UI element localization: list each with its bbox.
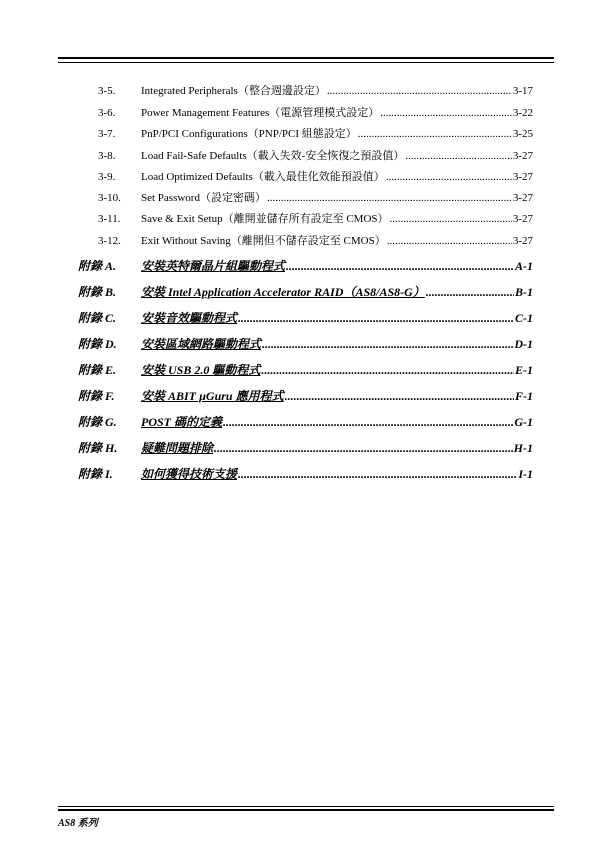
toc-entry-page: 3-17 xyxy=(512,85,533,97)
appendix-page: H-1 xyxy=(513,441,533,455)
appendix-title: 安裝音效驅動程式 xyxy=(141,311,238,325)
toc-entry-page: 3-22 xyxy=(512,107,533,119)
toc-entry-title: Load Optimized Defaults（載入最佳化效能預設值） xyxy=(141,171,385,183)
appendix-page: I-1 xyxy=(518,467,533,481)
dot-leader xyxy=(358,127,512,141)
dot-leader xyxy=(390,212,512,226)
dot-leader xyxy=(262,337,513,352)
toc-entry-title: Load Fail-Safe Defaults（載入失效-安全恢復之預設值） xyxy=(141,150,405,162)
toc-entry-number: 3-12. xyxy=(98,235,121,247)
appendix-number: 附錄 H. xyxy=(78,441,118,455)
dot-leader xyxy=(214,441,513,456)
toc-entry-number: 3-5. xyxy=(98,85,116,97)
footer-model-label: AS8 系列 xyxy=(58,818,98,829)
appendix-page: A-1 xyxy=(515,259,533,273)
toc-entry-page: 3-27 xyxy=(512,171,533,183)
appendix-number: 附錄 C. xyxy=(78,311,117,325)
toc-entry-page: 3-27 xyxy=(512,192,533,204)
dot-leader xyxy=(267,191,512,205)
toc-entry-page: 3-25 xyxy=(512,128,533,140)
dot-leader xyxy=(238,467,517,482)
toc-entry-title: Integrated Peripherals（整合週邊設定） xyxy=(141,85,326,97)
toc-entry-number: 3-6. xyxy=(98,107,116,119)
appendix-number: 附錄 B. xyxy=(78,285,117,299)
toc-entry-page: 3-27 xyxy=(512,150,533,162)
appendix-page: D-1 xyxy=(514,337,533,351)
dot-leader xyxy=(426,285,514,300)
dot-leader xyxy=(387,234,512,248)
dot-leader xyxy=(405,149,511,163)
appendix-page: G-1 xyxy=(514,415,533,429)
toc-entry-title: PnP/PCI Configurations（PNP/PCI 組態設定） xyxy=(141,128,357,140)
appendix-title: 安裝 ABIT µGuru 應用程式 xyxy=(141,389,284,403)
dot-leader xyxy=(286,259,514,274)
dot-leader xyxy=(261,363,514,378)
toc-entry-title: Save & Exit Setup（離開並儲存所有設定至 CMOS） xyxy=(141,213,389,225)
appendix-page: F-1 xyxy=(515,389,533,403)
appendix-title: 安裝 USB 2.0 驅動程式 xyxy=(141,363,261,377)
appendix-number: 附錄 G. xyxy=(78,415,117,429)
toc-entry-number: 3-9. xyxy=(98,171,116,183)
toc-entry-page: 3-27 xyxy=(512,213,533,225)
footer-rule-thick xyxy=(58,809,554,811)
dot-leader xyxy=(285,389,514,404)
appendix-title: POST 碼的定義 xyxy=(141,415,223,429)
header-rule xyxy=(58,57,554,59)
header-rule-thin xyxy=(58,62,554,63)
dot-leader xyxy=(386,170,512,184)
toc-entry-number: 3-11. xyxy=(98,213,121,225)
toc-entry-title: Exit Without Saving（離開但不儲存設定至 CMOS） xyxy=(141,235,386,247)
dot-leader xyxy=(327,84,512,98)
appendix-page: B-1 xyxy=(515,285,533,299)
toc-entry-number: 3-7. xyxy=(98,128,116,140)
toc-entry-title: Power Management Features（電源管理模式設定） xyxy=(141,107,380,119)
appendix-number: 附錄 A. xyxy=(78,259,117,273)
toc-entry-number: 3-8. xyxy=(98,150,116,162)
appendix-number: 附錄 E. xyxy=(78,363,117,377)
appendix-number: 附錄 I. xyxy=(78,467,113,481)
appendix-number: 附錄 F. xyxy=(78,389,115,403)
footer-rule xyxy=(58,806,554,807)
appendix-title: 安裝區域網路驅動程式 xyxy=(141,337,262,351)
dot-leader xyxy=(223,415,513,430)
appendix-number: 附錄 D. xyxy=(78,337,117,351)
appendix-title: 安裝 Intel Application Accelerator RAID（AS8/AS8-G） xyxy=(141,285,425,299)
appendix-title: 疑難問題排除 xyxy=(141,441,214,455)
appendix-title: 安裝英特爾晶片組驅動程式 xyxy=(141,259,286,273)
toc-entry-page: 3-27 xyxy=(512,235,533,247)
appendix-page: E-1 xyxy=(515,363,533,377)
toc-entry-title: Set Password（設定密碼） xyxy=(141,192,266,204)
dot-leader xyxy=(238,311,514,326)
toc-entry-number: 3-10. xyxy=(98,192,121,204)
appendix-title: 如何獲得技術支援 xyxy=(141,467,238,481)
appendix-page: C-1 xyxy=(515,311,533,325)
dot-leader xyxy=(380,106,512,120)
